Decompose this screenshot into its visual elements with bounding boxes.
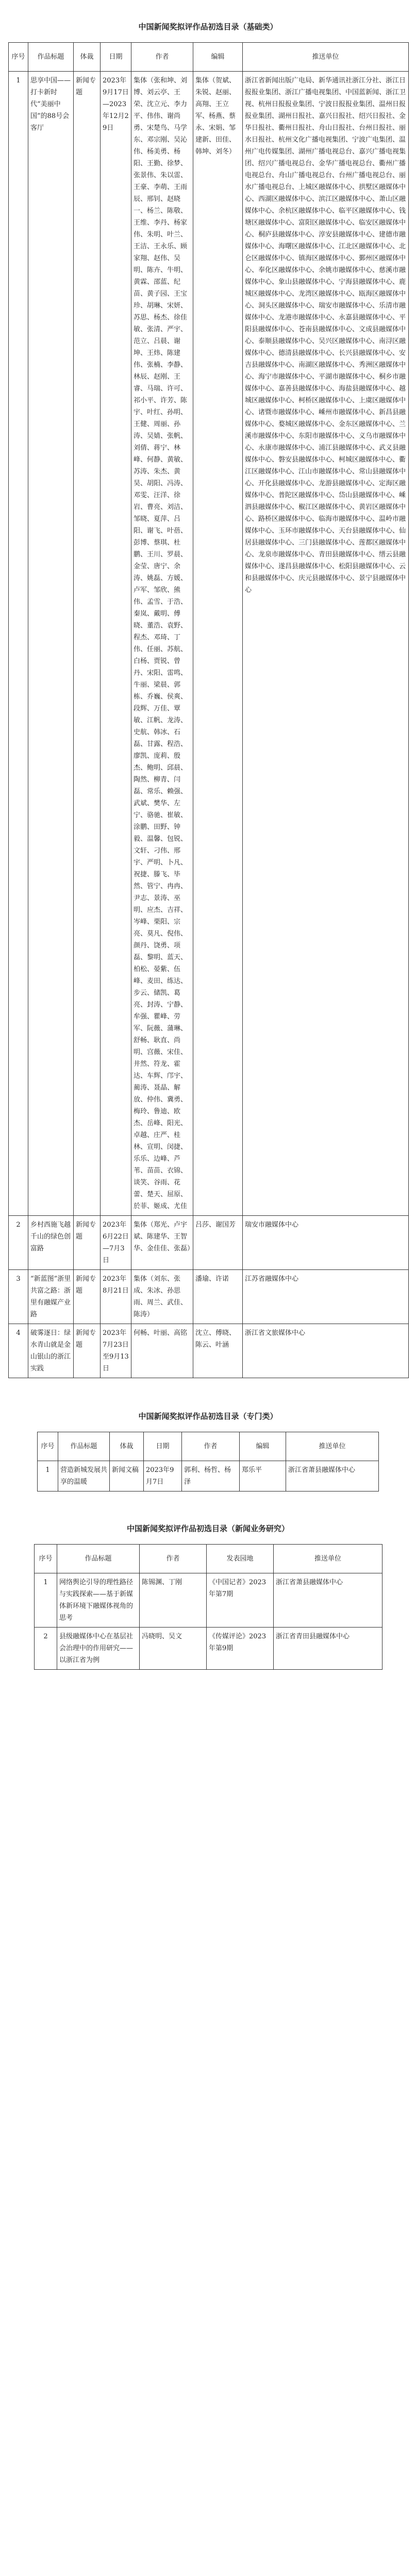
table3-header-title: 作品标题 — [57, 1545, 140, 1573]
work-title: “新蓝图”浙里共富之路：浙里有融媒产业路 — [28, 1270, 74, 1324]
row-number: 1 — [9, 72, 28, 1216]
table2-header-type: 体裁 — [110, 1432, 144, 1461]
work-editor: 潘瑜、许诺 — [193, 1270, 243, 1324]
table2-header-row — [38, 1432, 379, 1461]
table-row — [35, 1573, 382, 1628]
table3-header-author: 作者 — [140, 1545, 207, 1573]
paper-publication: 《传媒评论》2023年第9期 — [207, 1628, 274, 1670]
table2-header-title: 作品标题 — [58, 1432, 110, 1461]
row-number: 4 — [9, 1324, 28, 1378]
table1-title: 中国新闻奖拟评作品初选目录（基础类） — [138, 22, 278, 31]
table2-header-editor: 编辑 — [240, 1432, 286, 1461]
table1-header-title: 作品标题 — [28, 43, 74, 72]
work-type: 新闻专题 — [74, 1270, 101, 1324]
work-date: 2023年8月21日 — [101, 1270, 131, 1324]
table2-header-unit: 推送单位 — [286, 1432, 379, 1461]
work-date: 2023年6月22日—7月3日 — [101, 1216, 131, 1270]
work-author: 集体（郑光、卢宇斌、陈建华、王智华、金佳佳、张磊） — [131, 1216, 193, 1270]
work-unit: 浙江省萧县融媒体中心 — [286, 1461, 379, 1492]
table3 — [34, 1544, 382, 1670]
row-number: 2 — [9, 1216, 28, 1270]
work-author: 何畅、叶丽、高铭 — [131, 1324, 193, 1378]
work-unit: 江苏省融媒体中心 — [243, 1270, 409, 1324]
table3-title: 中国新闻奖拟评作品初选目录（新闻业务研究） — [126, 1524, 289, 1533]
table2 — [37, 1432, 379, 1492]
table1-header-type: 体裁 — [74, 43, 101, 72]
work-title: 乡村西施飞越千山的绿色创富路 — [28, 1216, 74, 1270]
table3-header-row — [35, 1545, 382, 1573]
table3-header-no: 序号 — [35, 1545, 57, 1573]
row-number: 1 — [38, 1461, 58, 1492]
table2-header-date: 日期 — [144, 1432, 182, 1461]
work-date: 2023年9月17日—2023年12月29日 — [101, 72, 131, 1216]
table1-header-author: 作者 — [131, 43, 193, 72]
work-date: 2023年7月23日至9月13日 — [101, 1324, 131, 1378]
work-unit: 瑞安市融媒体中心 — [243, 1216, 409, 1270]
paper-title: 县级融媒体中心在基层社会治理中的作用研究——以浙江省为例 — [57, 1628, 140, 1670]
work-unit: 浙江省文旅媒体中心 — [243, 1324, 409, 1378]
work-date: 2023年9月7日 — [144, 1461, 182, 1492]
work-type: 新闻专题 — [74, 72, 101, 1216]
work-editor: 吕莎、谢国芳 — [193, 1216, 243, 1270]
work-author: 郭利、杨哲、杨泽 — [182, 1461, 240, 1492]
table2-title: 中国新闻奖拟评作品初选目录（专门类） — [138, 1412, 278, 1421]
table-row — [35, 1628, 382, 1670]
table3-header-pub: 发表园地 — [207, 1545, 274, 1573]
work-unit: 浙江省新闻出版广电局、新华通讯社浙江分社、浙江日报报业集团、浙江广播电视集团、中国蓝新闻、浙江卫视、杭州日报报业集团、宁波日报报业集团、温州日报报业集团、湖州日报社、嘉兴日报社、绍兴日报社、金华日报社、衢州日报社、舟山日报社、台州日报社、丽水日报社、杭州文化广播电视集团、宁波广电集团、温州广电传媒集团、湖州广播电视总台、嘉兴广播电视集团、绍兴广播电视总台、金华广播电视总台、衢州广播电视总台、舟山广播电视总台、台州广播电视总台、丽水广播电视总台、上城区融媒体中心、拱墅区融媒体中心、西湖区融媒体中心、滨江区融媒体中心、萧山区融媒体中心、余杭区融媒体中心、临平区融媒体中心、钱塘区融媒体中心、富阳区融媒体中心、临安区融媒体中心、桐庐县融媒体中心、淳安县融媒体中心、建德市融媒体中心、海曙区融媒体中心、江北区融媒体中心、北仑区融媒体中心、镇海区融媒体中心、鄞州区融媒体中心、奉化区融媒体中心、余姚市融媒体中心、慈溪市融媒体中心、象山县融媒体中心、宁海县融媒体中心、鹿城区融媒体中心、龙湾区融媒体中心、瓯海区融媒体中心、洞头区融媒体中心、瑞安市融媒体中心、乐清市融媒体中心、龙港市融媒体中心、永嘉县融媒体中心、平阳县融媒体中心、苍南县融媒体中心、文成县融媒体中心、泰顺县融媒体中心、吴兴区融媒体中心、南浔区融媒体中心、德清县融媒体中心、长兴县融媒体中心、安吉县融媒体中心、南湖区融媒体中心、秀洲区融媒体中心、海宁市融媒体中心、平湖市融媒体中心、桐乡市融媒体中心、嘉善县融媒体中心、海盐县融媒体中心、越城区融媒体中心、柯桥区融媒体中心、上虞区融媒体中心、诸暨市融媒体中心、嵊州市融媒体中心、新昌县融媒体中心、婺城区融媒体中心、金东区融媒体中心、兰溪市融媒体中心、东阳市融媒体中心、义乌市融媒体中心、永康市融媒体中心、浦江县融媒体中心、武义县融媒体中心、磐安县融媒体中心、柯城区融媒体中心、衢江区融媒体中心、江山市融媒体中心、常山县融媒体中心、开化县融媒体中心、龙游县融媒体中心、定海区融媒体中心、普陀区融媒体中心、岱山县融媒体中心、嵊泗县融媒体中心、椒江区融媒体中心、黄岩区融媒体中心、路桥区融媒体中心、临海市融媒体中心、温岭市融媒体中心、玉环市融媒体中心、天台县融媒体中心、仙居县融媒体中心、三门县融媒体中心、莲都区融媒体中心、龙泉市融媒体中心、青田县融媒体中心、缙云县融媒体中心、遂昌县融媒体中心、松阳县融媒体中心、云和县融媒体中心、庆元县融媒体中心、景宁县融媒体中心 — [243, 72, 409, 1216]
work-editor: 沈立、傅晓、陈云、叶涵 — [193, 1324, 243, 1378]
work-title: 思享中国——打卡新时代“美丽中国”的88号会客厅 — [28, 72, 74, 1216]
table1-header-no: 序号 — [9, 43, 28, 72]
table2-header-no: 序号 — [38, 1432, 58, 1461]
work-author: 集体（张和坤、刘博、刘云亭、王荣、沈立元、李力平、伟伟、谢尚勇、宋楚鸟、马学东、邓宗刚、吴沁伟、杨美勇、杨阳、王勤、徐梦、张景伟、朱以雷、王豪、李萌、王雨辰、邢钊、赵晓一、杨兰、陈敬、王维、李丹、杨家伟、朱明、叶兰、王洁、王永乐、顾家翔、赵伟、吴明、陈卉、牛明、黄霖、邵蓝、纪苗、黄子园、王宝珍、胡琳、宋妍、苏思、杨杰、徐佳敏、张清、严宇、范立、吕晨、谢坤、王炜、陈建伟、张楠、李静、林辰、赵刚、王睿、马瑞、许可、祁小平、许芳、陈宇、叶红、孙明、王健、周丽、孙涛、吴婧、张帆、刘倩、蒋宁、林峰、何静、黄敏、苏涛、朱杰、黄昊、胡阳、冯涛、邓雯、汪洋、徐岩、曹亮、刘洁、邹晓、夏萍、吕阳、谢飞、叶蓓、彭博、蔡琪、杜鹏、王川、罗晨、金莹、唐宁、余涛、姚磊、方媛、卢军、邹欣、熊伟、孟雪、于浩、秦岚、戴明、傅晓、董浩、袁野、程杰、邓琦、丁伟、任丽、苏航、白杨、贾锐、曾丹、宋阳、雷鸣、牛丽、梁晨、郭栋、乔巍、侯爽、段辉、万佳、覃敏、江帆、龙涛、史航、韩冰、石磊、甘露、程浩、廖凯、庞莉、殷杰、鲍明、邱晨、陶然、柳青、闫磊、常乐、赖强、武斌、樊华、左宁、骆驰、崔敏、涂鹏、田野、钟毅、温馨、包锐、文轩、刁伟、邢宇、严明、卜凡、祝捷、滕飞、毕然、管宁、冉冉、尹志、景涛、巫明、应杰、吉祥、岑峰、栗阳、宗亮、莫凡、倪伟、颜丹、饶勇、项磊、黎明、蓝天、柏松、晏紫、伍峰、麦田、练达、步云、储凯、葛亮、封涛、宁静、牟强、瞿峰、劳军、阮薇、蒲琳、舒畅、耿直、尚明、宫薇、宋佳、井然、符龙、霍达、车辉、邝宇、蔺涛、聂晶、解放、仲伟、冀勇、梅玲、鲁迪、欧杰、岳峰、阳光、卓越、庄严、桂林、宣明、闵捷、乐乐、边峰、芦苇、苗苗、衣锦、谈笑、谷雨、花蕾、楚天、屈原、於菲、姬成、尤佳 — [131, 72, 193, 1216]
table1-header-row — [9, 43, 409, 72]
work-title: 营造新城发展共享的温暖 — [58, 1461, 110, 1492]
table-row — [9, 1270, 409, 1324]
table3-header-unit: 推送单位 — [274, 1545, 382, 1573]
table1-header-date: 日期 — [101, 43, 131, 72]
table1-header-unit: 推送单位 — [243, 43, 409, 72]
work-type: 新闻专题 — [74, 1324, 101, 1378]
table-row — [9, 1216, 409, 1270]
paper-author: 冯晓明、吴文 — [140, 1628, 207, 1670]
work-editor: 集体（贺斌、朱锐、赵丽、高翔、王立军、杨燕、蔡永、宋娟、邹建新、田佳、韩坤、刘冬） — [193, 72, 243, 1216]
paper-author: 陈锡渊、丁刚 — [140, 1573, 207, 1628]
paper-unit: 浙江省萧县融媒体中心 — [274, 1573, 382, 1628]
table-row — [38, 1461, 379, 1492]
table-row — [9, 72, 409, 1216]
work-title: 破雾逐日：绿水青山就是金山银山的浙江实践 — [28, 1324, 74, 1378]
paper-unit: 浙江省青田县融媒体中心 — [274, 1628, 382, 1670]
paper-publication: 《中国记者》2023年第7期 — [207, 1573, 274, 1628]
table-row — [9, 1324, 409, 1378]
work-editor: 郑乐平 — [240, 1461, 286, 1492]
work-type: 新闻专题 — [74, 1216, 101, 1270]
work-author: 集体（刘东、张成、朱冰、孙思雨、周兰、武佳、陈涛） — [131, 1270, 193, 1324]
table2-header-author: 作者 — [182, 1432, 240, 1461]
table1-header-editor: 编辑 — [193, 43, 243, 72]
row-number: 1 — [35, 1573, 57, 1628]
row-number: 3 — [9, 1270, 28, 1324]
paper-title: 网络舆论引导的理性路径与实践探索——基于新媒体新环境下融媒体视角的思考 — [57, 1573, 140, 1628]
row-number: 2 — [35, 1628, 57, 1670]
table1 — [8, 42, 409, 1378]
work-type: 新闻文稿 — [110, 1461, 144, 1492]
